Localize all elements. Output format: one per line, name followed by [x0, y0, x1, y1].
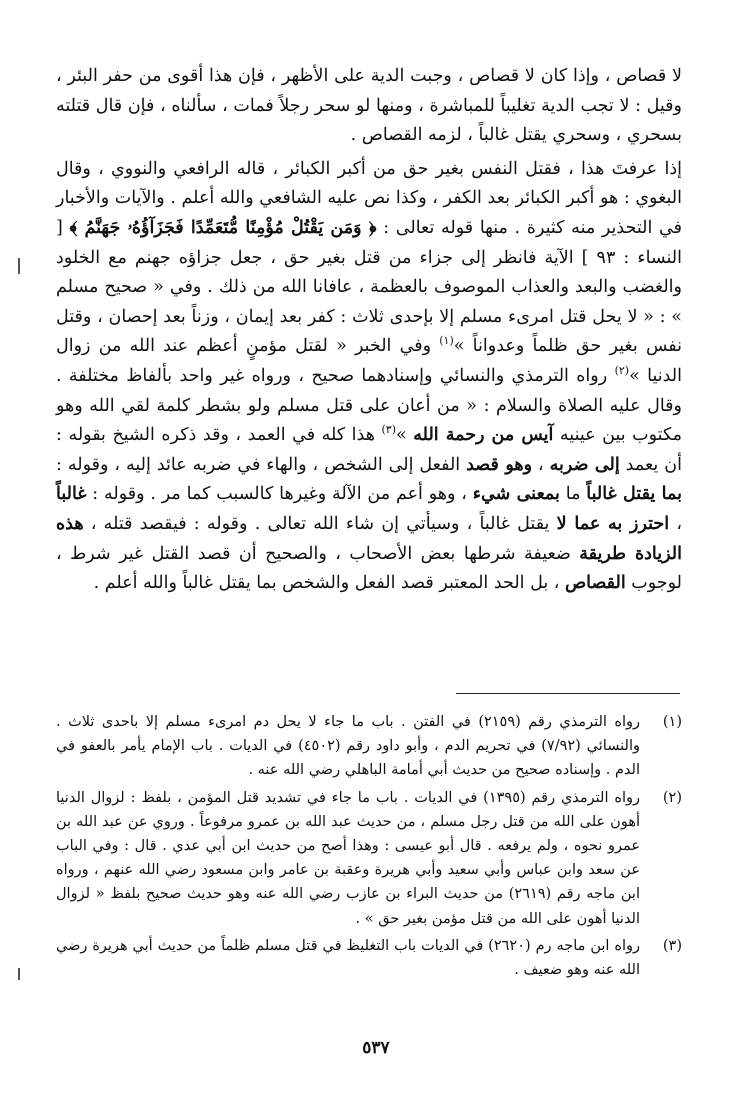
footnote-number: (١)	[662, 714, 682, 730]
text-run: يقتل غالباً ، وسيأتي إن شاء الله تعالى . وقوله : فيقصد قتله ،	[83, 513, 557, 534]
text-run: الفعل إلى الشخص ، والهاء في ضربه عائد إليه ، وقوله :	[56, 454, 467, 475]
text-run: ،	[532, 454, 550, 475]
footnotes	[56, 710, 682, 982]
footnote-ref: (٢)	[614, 364, 630, 378]
text-run: ما	[559, 484, 587, 505]
emphasis-text: القصاص	[565, 573, 626, 594]
footnote-text: رواه ابن ماجه رم (٢٦٢٠) في الديات باب التغليظ في قتل مسلم ظلماً من حديث أبي هريرة رضي الله عنه وهو ضعيف .	[56, 937, 640, 979]
footnote-number: (٢)	[662, 789, 682, 806]
footnote-number: (٣)	[662, 937, 682, 954]
text-run: ،	[669, 513, 682, 534]
footnote-2	[56, 786, 682, 931]
text-run: ضعيفة شرطها بعض الأصحاب ، والصحيح أن قصد القتل غير شرط ، لوجوب	[56, 543, 682, 594]
emphasis-text: آيس من رحمة الله	[413, 425, 554, 446]
emphasis-text: إلى ضربه	[549, 454, 620, 475]
text-run: إذا عرفتَ هذا ، فقتل النفس بغير حق من أكبر الكبائر ، قاله الرافعي والنووي ، وقال البغوي : هو أكبر الكبائر بعد الكفر ، وكذا نص عليه الشافعي والله أعلم . والآيات والأخبار في التحذير منه كثيرة . منها قوله تعالى :	[56, 158, 683, 238]
scan-edge-mark	[18, 258, 20, 274]
paragraph	[56, 155, 682, 599]
text-run: »	[396, 425, 414, 446]
paragraph	[56, 62, 682, 151]
footnote-1	[56, 710, 682, 783]
footnote-text: رواه الترمذي رقم (١٣٩٥) في الديات . باب ما جاء في تشديد قتل المؤمن ، بلفظ : لزوال الدنيا أهون على الله من قتل رجل مسلم ، من حديث عبد الله بن عمرو مرفوعاً . وروي عن عبد الله بن عمرو نحوه ، ولم يرفعه . قال أبو عيسى : وهذا أصح من حديث ابن أبي عدي . قال : وفي الباب عن سعد وابن عباس وأبي سعيد وأبي هريرة وعقبة بن عامر وابن مسعود رضي الله عنهم ، ورواه ابن ماجه رقم (٢٦١٩) من حديث البراء بن عازب رضي الله عنه وهو حديث صحيح بلفظ « لزوال الدنيا أهون على الله من قتل مؤمن بغير حق » .	[56, 789, 640, 927]
footnote-divider	[456, 693, 680, 694]
scan-edge-mark	[18, 968, 20, 980]
emphasis-text: هذه الزيادة طريقة	[56, 513, 682, 564]
emphasis-text: ﴿ وَمَن يَقْتُلْ مُؤْمِنًا مُّتَعَمِّدًا فَجَزَآؤُهُۥ جَهَنَّمُ ﴾	[69, 217, 377, 238]
footnote-3	[56, 934, 682, 982]
footnote-ref: (١)	[439, 334, 454, 348]
emphasis-text: احترز به عما لا	[556, 513, 670, 534]
text-run: هذا كله في العمد ، وقد ذكره الشيخ بقوله : أن يعمد	[56, 425, 682, 475]
emphasis-text: بما يقتل غالباً	[586, 484, 682, 505]
emphasis-text: غالباً	[56, 484, 87, 505]
footnote-ref: (٣)	[381, 423, 396, 437]
footnote-text: رواه الترمذي رقم (٢١٥٩) في الفتن . باب ما جاء لا يحل دم امرىء مسلم إلا باحدى ثلاث . والنسائي (٧/٩٢) في تحريم الدم ، وأبو داود رقم (٤٥٠٢) في الديات . باب الإمام يأمر بالعفو في الدم . وإسناده صحيح من حديث أبي أمامة الباهلي رضي الله عنه .	[56, 714, 640, 779]
text-run: وفي الخبر « لقتل مؤمنٍ أعظم عند الله من زوال الدنيا »	[56, 336, 683, 386]
emphasis-text: وهو قصد	[466, 454, 533, 475]
main-text	[56, 62, 682, 599]
text-run: [ النساء : ٩٣ ] الآية فانظر إلى جزاء من قتل بغير حق ، جعل جزاؤه جهنم مع الخلود والغضب والبعد والعذاب الموصوف بالعظمة ، عافانا الله من ذلك . وفي « صحيح مسلم » : « لا يحل قتل امرىء مسلم إلا بإحدى ثلاث : كفر بعد إيمان ، وزناً بعد إحصان ، وقتل نفس بغير حق ظلماً وعدواناً »	[56, 217, 682, 357]
emphasis-text: بمعنى شيء	[472, 484, 560, 505]
text-run: رواه الترمذي والنسائي وإسنادهما صحيح ، ورواه غير واحد بألفاظ مختلفة . وقال عليه الصلاة والسلام : « من أعان على قتل مسلم ولو بشطر كلمة لقي الله وهو مكتوب بين عينيه	[56, 365, 682, 446]
text-run: ، وهو أعم من الآلة وغيرها كالسبب كما مر . وقوله :	[86, 484, 473, 505]
text-run: لا قصاص ، وإذا كان لا قصاص ، وجبت الدية على الأظهر ، فإن هذا أقوى من حفر البئر ، وقيل : لا تجب الدية تغليباً للمباشرة ، ومنها لو سحر رجلاً فمات ، سألناه ، فإن قال قتلته بسحري ، وسحري يقتل غالباً ، لزمه القصاص .	[56, 66, 682, 146]
text-run: ، بل الحد المعتبر قصد الفعل والشخص بما يقتل غالباً والله أعلم .	[93, 573, 565, 594]
page-number: ٥٣٧	[362, 1038, 390, 1058]
